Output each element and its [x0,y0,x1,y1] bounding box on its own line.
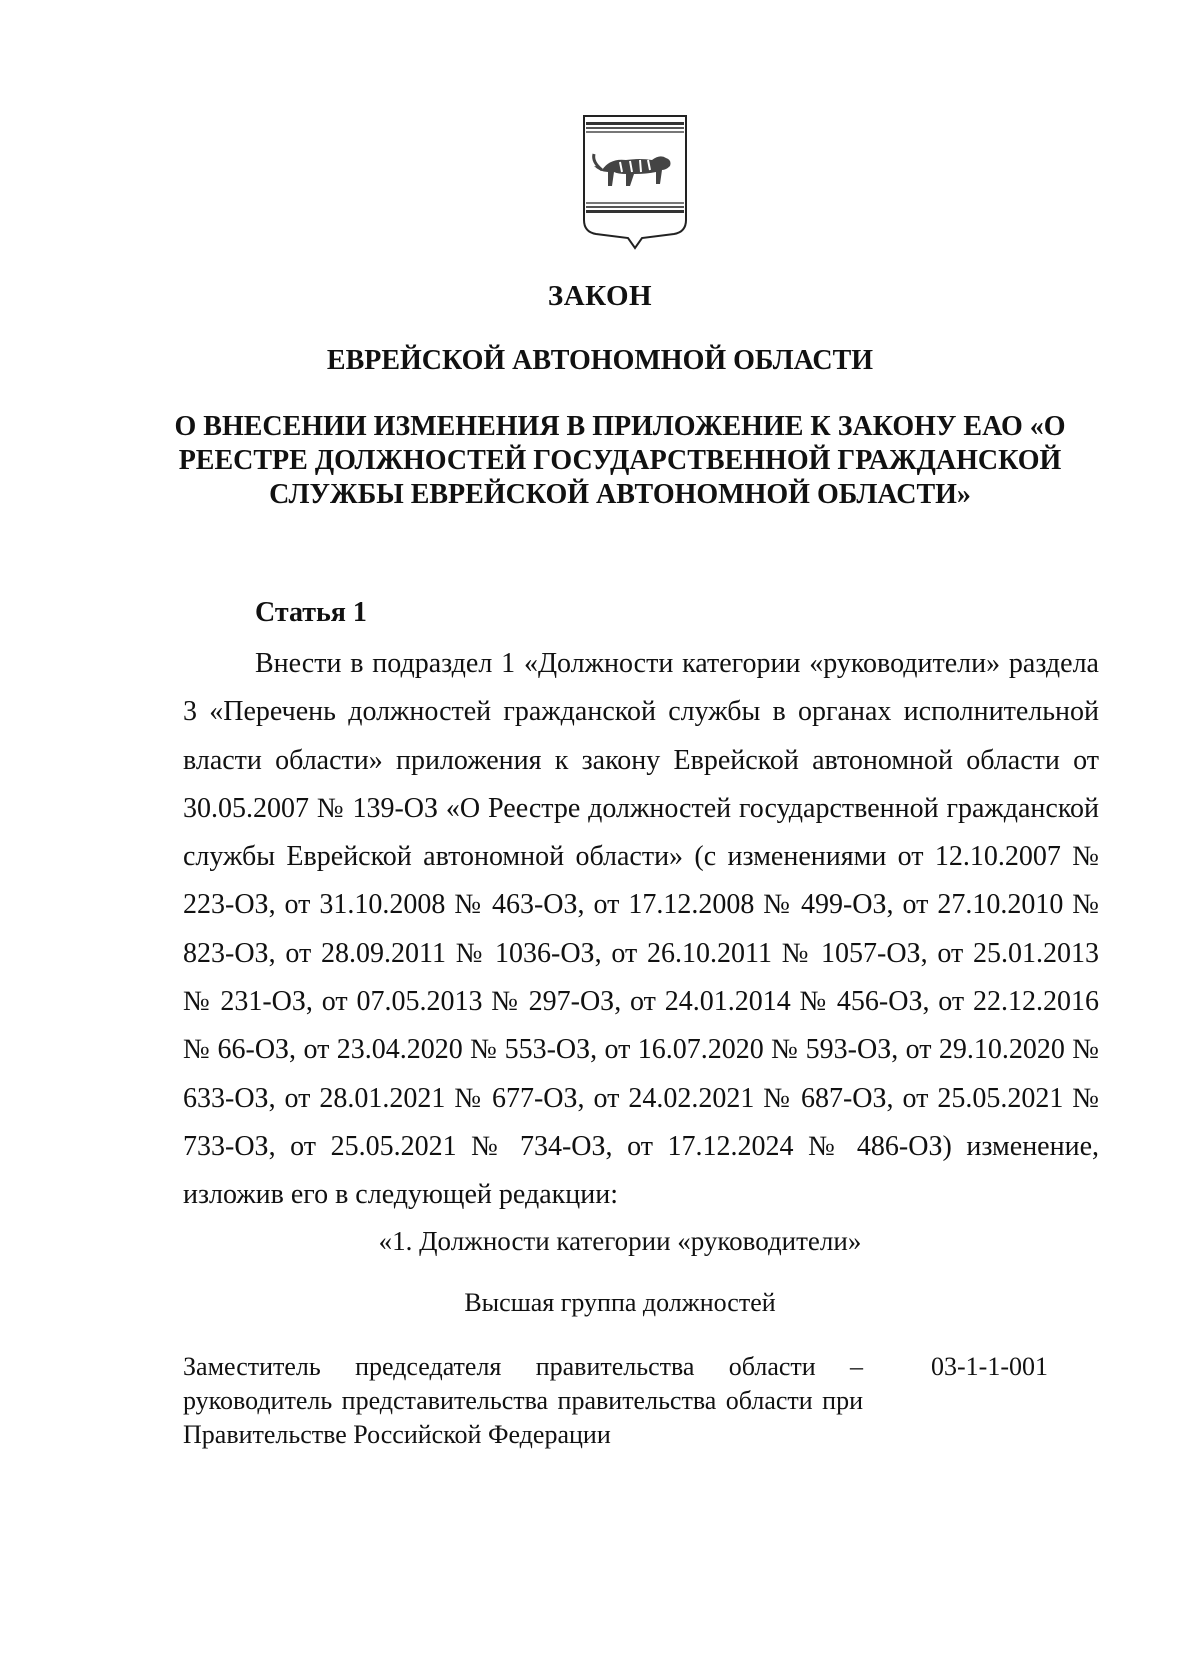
article-heading: Статья 1 [255,597,367,628]
law-subject: О ВНЕСЕНИИ ИЗМЕНЕНИЯ В ПРИЛОЖЕНИЕ К ЗАКОНУ ЕАО «О РЕЕСТРЕ ДОЛЖНОСТЕЙ ГОСУДАРСТВЕННОЙ ГРАЖДАНСКОЙ СЛУЖБЫ ЕВРЕЙСКОЙ АВТОНОМНОЙ ОБЛАСТИ» [174,411,1066,510]
law-title: ЗАКОН [547,280,653,312]
position-title: Заместитель председателя правительства области – руководитель представительства правительства области при Правительстве Российской Федерации [183,1352,863,1449]
article-text: Внести в подраздел 1 «Должности категории «руководители» раздела 3 «Перечень должностей гражданской службы в органах исполнительной власти области» приложения к закону Еврейской автономной области от 30.05.2007 № 139-ОЗ «О Реестре должностей государственной гражданской службы Еврейской автономной области» (с изменениями от 12.10.2007 № 223-ОЗ, от 31.10.2008 № 463-ОЗ, от 17.12.2008 № 499-ОЗ, от 27.10.2010 № 823-ОЗ, от 28.09.2011 № 1036-ОЗ, от 26.10.2011 № 1057-ОЗ, от 25.01.2013 № 231-ОЗ, от 07.05.2013 № 297-ОЗ, от 24.01.2014 № 456-ОЗ, от 22.12.2016 № 66-ОЗ, от 23.04.2020 № 553-ОЗ, от 16.07.2020 № 593-ОЗ, от 29.10.2020 № 633-ОЗ, от 28.01.2021 № 677-ОЗ, от 24.02.2021 № 687-ОЗ, от 25.05.2021 № 733-ОЗ, от 25.05.2021 № 734-ОЗ, от 17.12.2024 № 486-ОЗ) изменение, изложив его в следующей редакции: [183,648,1099,1211]
coat-of-arms-tiger-icon [580,112,690,252]
section-heading: «1. Должности категории «руководители» [378,1226,862,1256]
region-title: ЕВРЕЙСКОЙ АВТОНОМНОЙ ОБЛАСТИ [326,345,874,376]
position-code: 03-1-1-001 [931,1352,1048,1381]
group-heading: Высшая группа должностей [464,1288,776,1317]
